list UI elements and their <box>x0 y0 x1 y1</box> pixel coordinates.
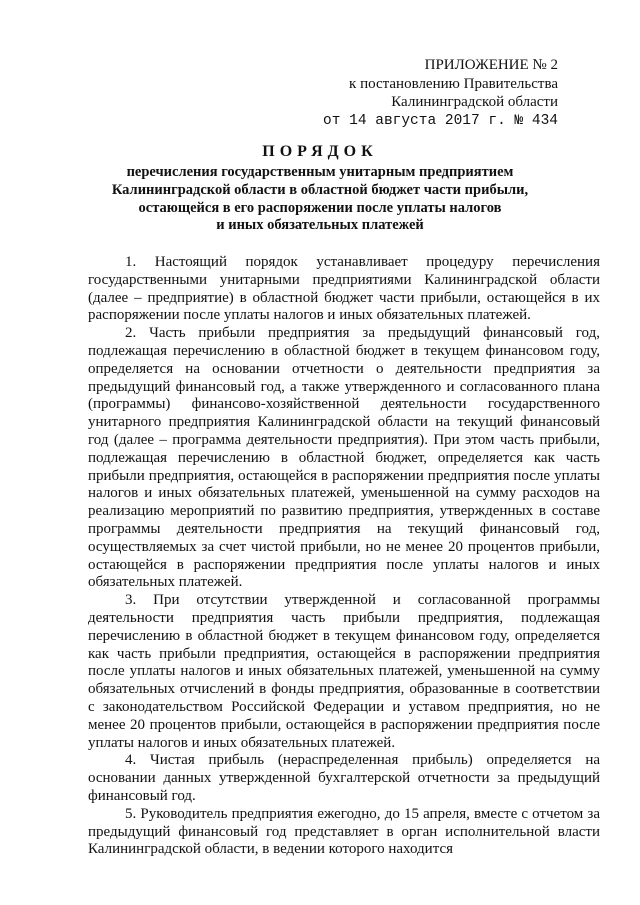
document-body <box>88 254 600 859</box>
subtitle-line: перечисления государственным унитарным предприятием <box>126 164 514 180</box>
subtitle-line: остающейся в его распоряжении после уплаты налогов <box>138 199 502 216</box>
appendix-header <box>298 56 558 130</box>
document-subtitle <box>100 164 540 235</box>
paragraph-4: 4. Чистая прибыль (нераспределенная прибыль) определяется на основании данных утвержденной бухгалтерской отчетности за предыдущий финансовый год. <box>88 752 600 804</box>
paragraph-2: 2. Часть прибыли предприятия за предыдущий финансовый год, подлежащая перечислению в областной бюджет в текущем финансовом году, определяется на основании отчетности о деятельности предприятия за предыдущий финансовый год, а также утвержденного и согласованного плана (программы) финансово-хозяйственной деятельности государственного унитарного предприятия Калининградской области на текущий финансовый год (далее – программа деятельности предприятия). При этом часть прибыли, подлежащая перечислению в областной бюджет, определяется как часть прибыли предприятия, остающейся в распоряжении предприятия после уплаты налогов и иных обязательных платежей, уменьшенной на сумму расходов на реализацию мероприятий по развитию предприятия, утвержденных в составе программы деятельности предприятия на текущий финансовый год, осуществляемых за счет чистой прибыли, но не менее 20 процентов прибыли, остающейся в распоряжении предприятия после уплаты налогов и иных обязательных платежей. <box>88 325 600 591</box>
appendix-title: ПРИЛОЖЕНИЕ № 2 <box>424 57 558 73</box>
paragraph-1: 1. Настоящий порядок устанавливает процедуру перечисления государственными унитарными предприятиями Калининградской области (далее – предприятие) в областной бюджет части прибыли, остающейся в их распоряжении после уплаты налогов и иных обязательных платежей. <box>88 254 600 324</box>
subtitle-line: Калининградской области в областной бюджет части прибыли, <box>111 181 529 198</box>
paragraph-5: 5. Руководитель предприятия ежегодно, до 15 апреля, вместе с отчетом за предыдущий финансовый год представляет в орган исполнительной власти Калининградской области, в ведении которого находится <box>88 805 600 858</box>
document-title: ПОРЯДОК <box>262 143 378 160</box>
subtitle-line: и иных обязательных платежей <box>216 217 424 234</box>
appendix-date: от 14 августа 2017 г. № 434 <box>323 112 558 129</box>
appendix-reference: к постановлению Правительства <box>349 75 558 92</box>
appendix-region: Калининградской области <box>391 94 558 110</box>
paragraph-3: 3. При отсутствии утвержденной и согласованной программы деятельности предприятия часть прибыли предприятия, подлежащая перечислению в областной бюджет в текущем финансовом году, определяется как часть прибыли предприятия, остающейся в распоряжении предприятия после уплаты налогов и иных обязательных платежей, уменьшенной на сумму обязательных отчислений в фонды предприятия, образованные в соответствии с законодательством Российской Федерации и уставом предприятия, но не менее 20 процентов прибыли, остающейся в распоряжении предприятия после уплаты налогов и иных обязательных платежей. <box>88 592 600 751</box>
